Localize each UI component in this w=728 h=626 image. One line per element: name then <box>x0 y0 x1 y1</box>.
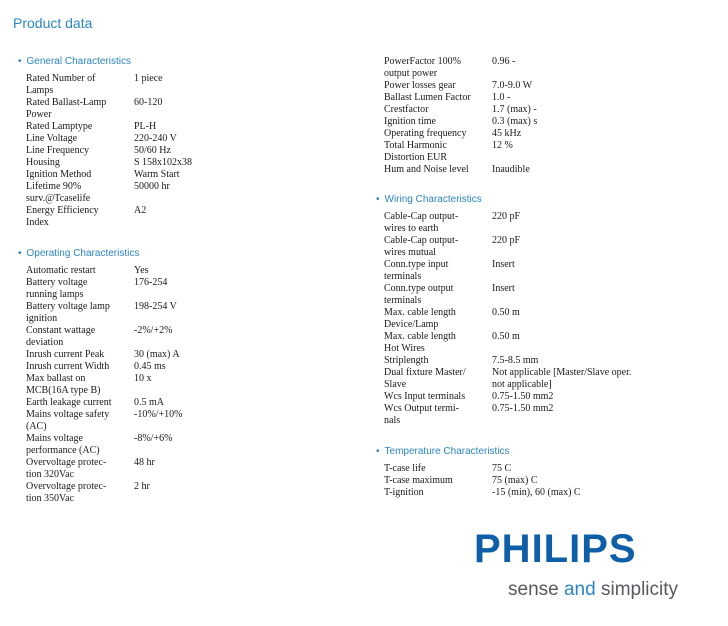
temperature-characteristics-heading: • Temperature Characteristics <box>376 446 510 457</box>
table-row <box>26 397 182 409</box>
row-value: -15 (min), 60 (max) C <box>492 487 581 498</box>
row-label: T-ignition <box>384 487 424 498</box>
table-row <box>26 481 182 505</box>
row-value: 10 x <box>134 373 152 384</box>
table-row <box>384 92 537 104</box>
row-value: 7.5-8.5 mm <box>492 355 539 366</box>
row-label: Line Voltage <box>26 133 78 144</box>
row-label: PowerFactor 100% output power <box>384 56 461 79</box>
row-value: 220-240 V <box>134 133 177 144</box>
row-value: 50000 hr <box>134 181 170 192</box>
table-row <box>384 331 631 355</box>
row-value: 0.5 mA <box>134 397 164 408</box>
row-label: Total Harmonic Distortion EUR <box>384 140 448 163</box>
row-label: Mains voltage performance (AC) <box>26 433 100 456</box>
row-value: 0.45 ms <box>134 361 166 372</box>
row-label: Constant wattage deviation <box>26 325 96 348</box>
page-title: Product data <box>13 15 93 31</box>
row-label: Automatic restart <box>26 265 96 276</box>
row-label: Mains voltage safety (AC) <box>26 409 110 432</box>
row-value: 75 C <box>492 463 512 474</box>
table-row <box>26 73 192 97</box>
row-label: Operating frequency <box>384 128 467 139</box>
table-row <box>384 116 537 128</box>
row-value: 220 pF <box>492 235 521 246</box>
temperature-characteristics-table <box>384 463 581 499</box>
operating-characteristics-table <box>26 265 182 505</box>
row-value: Inaudible <box>492 164 530 175</box>
row-value: Yes <box>134 265 149 276</box>
row-value: 2 hr <box>134 481 150 492</box>
row-label: Wcs Output termi- nals <box>384 403 459 426</box>
table-row <box>26 301 182 325</box>
general-characteristics-heading: • General Characteristics <box>18 56 131 67</box>
row-value: 50/60 Hz <box>134 145 171 156</box>
row-label: Ignition Method <box>26 169 92 180</box>
wiring-characteristics-table <box>384 211 631 427</box>
table-row <box>384 80 537 92</box>
table-row <box>26 277 182 301</box>
row-label: Inrush current Peak <box>26 349 105 360</box>
row-value: Not applicable [Master/Slave oper. not applicable] <box>492 367 632 390</box>
row-value: 0.75-1.50 mm2 <box>492 403 554 414</box>
table-row <box>384 56 537 80</box>
wiring-characteristics-heading: • Wiring Characteristics <box>376 194 482 205</box>
tagline: sense and simplicity <box>508 579 679 600</box>
table-row <box>384 307 631 331</box>
table-row <box>26 409 182 433</box>
row-value: Warm Start <box>134 169 180 180</box>
table-row <box>26 373 182 397</box>
table-row <box>26 433 182 457</box>
table-row <box>384 128 537 140</box>
row-value: 0.50 m <box>492 331 520 342</box>
operating-characteristics-continued-table <box>384 56 537 176</box>
row-label: Wcs Input terminals <box>384 391 466 402</box>
table-row <box>26 169 192 181</box>
table-row <box>26 97 192 121</box>
table-row <box>26 265 182 277</box>
row-value: 1 piece <box>134 73 163 84</box>
table-row <box>26 349 182 361</box>
row-label: Inrush current Width <box>26 361 110 372</box>
row-label: Cable-Cap output- wires mutual <box>384 235 459 258</box>
table-row <box>384 211 631 235</box>
row-value: 75 (max) C <box>492 475 538 486</box>
row-label: Rated Lamptype <box>26 121 93 132</box>
row-value: 0.50 m <box>492 307 520 318</box>
table-row <box>384 283 631 307</box>
row-value: 7.0-9.0 W <box>492 80 533 91</box>
row-value: A2 <box>134 205 147 216</box>
general-characteristics-table <box>26 73 192 229</box>
row-label: Power losses gear <box>384 80 456 91</box>
row-value: 0.96 - <box>492 56 516 67</box>
row-value: S 158x102x38 <box>134 157 193 168</box>
row-label: Lifetime 90% surv.@Tcaselife <box>26 181 91 204</box>
row-label: Overvoltage protec- tion 350Vac <box>26 481 107 504</box>
row-label: Max ballast on MCB(16A type B) <box>26 373 101 396</box>
row-label: Battery voltage lamp ignition <box>26 301 110 324</box>
table-row <box>384 104 537 116</box>
row-label: Conn.type input terminals <box>384 259 449 282</box>
row-value: 198-254 V <box>134 301 177 312</box>
row-value: PL-H <box>134 121 157 132</box>
row-value: -2%/+2% <box>134 325 173 336</box>
table-row <box>384 475 581 487</box>
table-row <box>26 205 192 229</box>
row-value: 1.7 (max) - <box>492 104 537 115</box>
row-value: 48 hr <box>134 457 155 468</box>
row-label: Line Frequency <box>26 145 90 156</box>
table-row <box>26 145 192 157</box>
row-label: Cable-Cap output- wires to earth <box>384 211 459 234</box>
table-row <box>26 361 182 373</box>
table-row <box>384 355 631 367</box>
row-label: Ignition time <box>384 116 436 127</box>
row-value: 1.0 - <box>492 92 511 103</box>
row-label: Max. cable length Device/Lamp <box>384 307 456 330</box>
table-row <box>26 457 182 481</box>
row-label: T-case life <box>384 463 426 474</box>
row-label: Rated Number of Lamps <box>26 73 96 96</box>
table-row <box>384 463 581 475</box>
table-row <box>384 235 631 259</box>
table-row <box>384 164 537 176</box>
table-row <box>26 157 192 169</box>
row-label: Ballast Lumen Factor <box>384 92 471 103</box>
table-row <box>26 133 192 145</box>
table-row <box>384 140 537 164</box>
philips-logo: PHILIPS <box>474 527 637 571</box>
row-label: Hum and Noise level <box>384 164 469 175</box>
row-label: Earth leakage current <box>26 397 112 408</box>
table-row <box>384 403 631 427</box>
table-row <box>384 487 581 499</box>
row-label: Crestfactor <box>384 104 429 115</box>
row-label: Housing <box>26 157 60 168</box>
row-value: 0.75-1.50 mm2 <box>492 391 554 402</box>
row-label: Striplength <box>384 355 429 366</box>
row-label: Overvoltage protec- tion 320Vac <box>26 457 107 480</box>
table-row <box>384 391 631 403</box>
row-label: Battery voltage running lamps <box>26 277 88 300</box>
row-value: Insert <box>492 259 515 270</box>
row-value: 176-254 <box>134 277 168 288</box>
row-value: -8%/+6% <box>134 433 173 444</box>
row-label: Conn.type output terminals <box>384 283 454 306</box>
row-label: Rated Ballast-Lamp Power <box>26 97 107 120</box>
table-row <box>384 367 631 391</box>
row-value: 45 kHz <box>492 128 522 139</box>
row-value: 12 % <box>492 140 513 151</box>
row-label: Energy Efficiency Index <box>26 205 99 228</box>
row-value: 60-120 <box>134 97 163 108</box>
row-value: -10%/+10% <box>134 409 183 420</box>
row-label: Max. cable length Hot Wires <box>384 331 456 354</box>
row-value: Insert <box>492 283 515 294</box>
row-value: 220 pF <box>492 211 521 222</box>
row-value: 30 (max) A <box>134 349 180 360</box>
row-label: T-case maximum <box>384 475 453 486</box>
table-row <box>26 181 192 205</box>
row-value: 0.3 (max) s <box>492 116 538 127</box>
table-row <box>26 121 192 133</box>
operating-characteristics-heading: • Operating Characteristics <box>18 248 140 259</box>
table-row <box>26 325 182 349</box>
table-row <box>384 259 631 283</box>
row-label: Dual fixture Master/ Slave <box>384 367 466 390</box>
